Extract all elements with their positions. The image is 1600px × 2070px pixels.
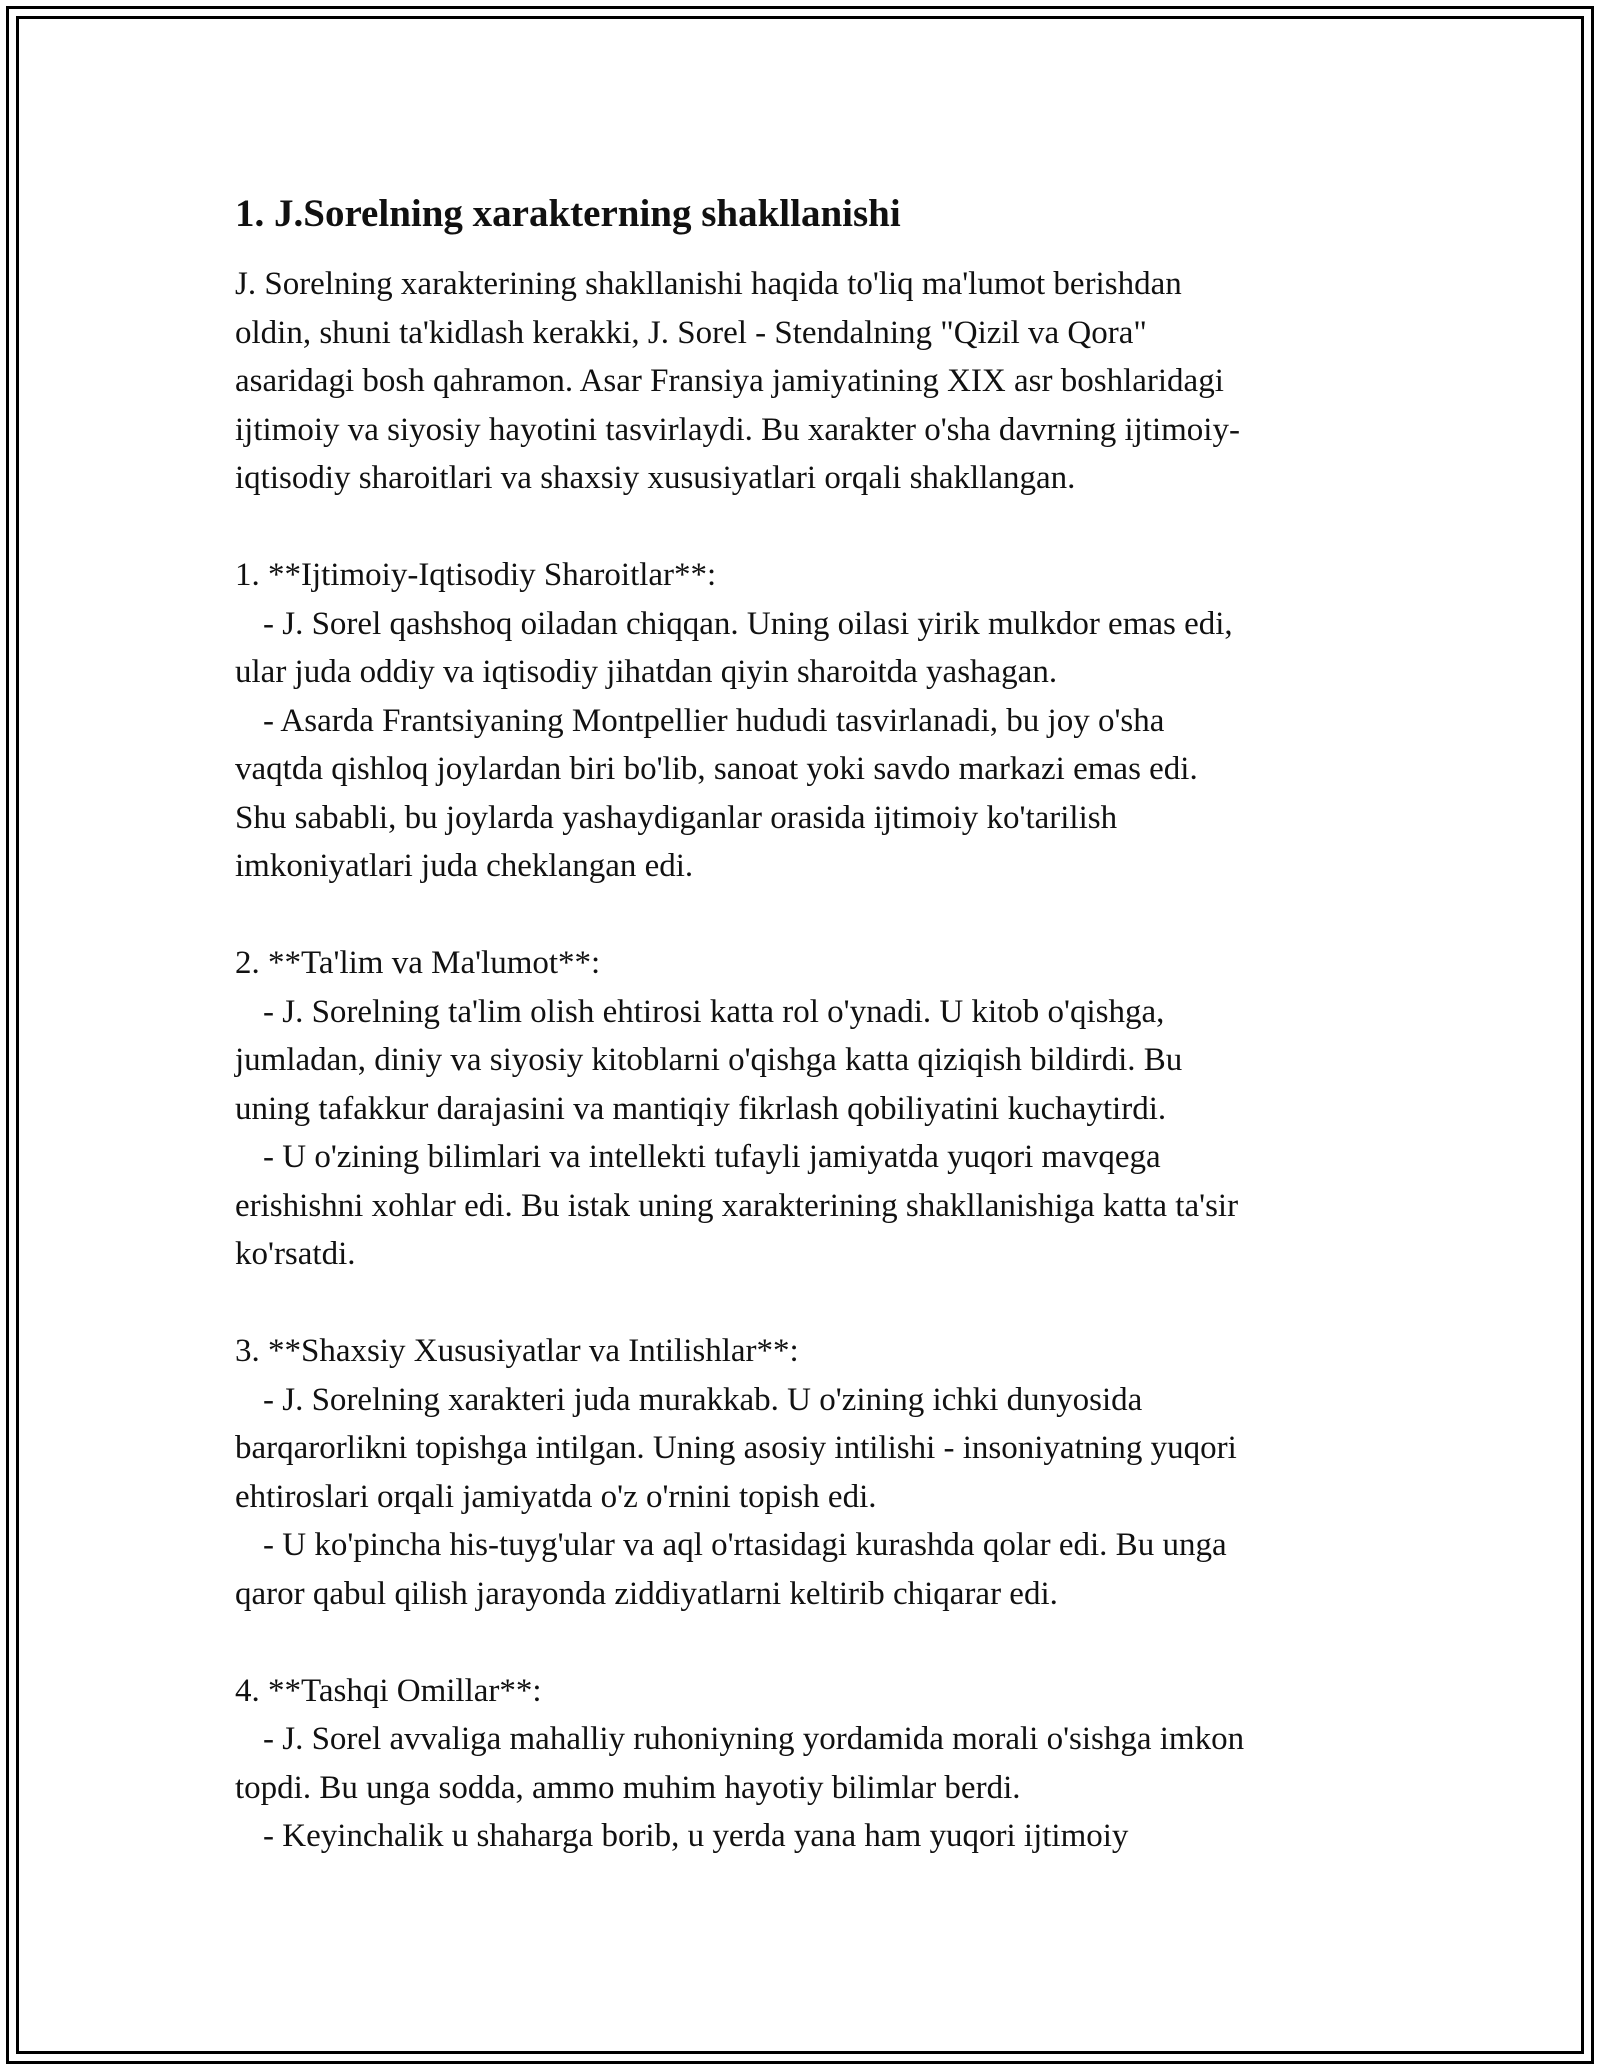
intro-line: asaridagi bosh qahramon. Asar Fransiya jamiyatining XIX asr boshlaridagi [235,363,1224,399]
section-spacer [235,891,1365,940]
intro-paragraph [235,260,1365,503]
intro-line: iqtisodiy sharoitlari va shaxsiy xususiyatlari orqali shakllangan. [235,460,1076,496]
continuation-line: ehtiroslari orqali jamiyatda o'z o'rnini topish edi. [235,1478,877,1515]
document-title: 1. J.Sorelning xarakterning shakllanishi [235,192,901,235]
bullet-line: - J. Sorel qashshoq oiladan chiqqan. Uning oilasi yirik mulkdor emas edi, [263,605,1233,642]
continuation-line: jumladan, diniy va siyosiy kitoblarni o'qishga katta qiziqish bildirdi. Bu [235,1042,1183,1078]
bullet-line: - U ko'pincha his-tuyg'ular va aql o'rtasidagi kurashda qolar edi. Bu unga [263,1527,1227,1563]
intro-line: ijtimoiy va siyosiy hayotini tasvirlaydi. Bu xarakter o'sha davrning ijtimoiy- [235,411,1240,448]
continuation-line: topdi. Bu unga sodda, ammo muhim hayotiy bilimlar berdi. [235,1769,1021,1806]
continuation-line: ko'rsatdi. [235,1236,356,1272]
bullet-line: - J. Sorelning ta'lim olish ehtirosi katta rol o'ynadi. U kitob o'qishga, [263,993,1165,1030]
bullet-line: - J. Sorel avvaliga mahalliy ruhoniyning yordamida morali o'sishga imkon [263,1721,1245,1757]
section-heading: 1. **Ijtimoiy-Iqtisodiy Sharoitlar**: [235,557,717,593]
section-heading: 3. **Shaxsiy Xususiyatlar va Intilishlar**: [235,1333,799,1369]
section-heading: 2. **Ta'lim va Ma'lumot**: [235,945,601,981]
section-heading: 4. **Tashqi Omillar**: [235,1672,542,1709]
continuation-line: ular juda oddiy va iqtisodiy jihatdan qiyin sharoitda yashagan. [235,654,1058,690]
continuation-line: qaror qabul qilish jarayonda ziddiyatlarni keltirib chiqarar edi. [235,1575,1058,1612]
continuation-line: vaqtda qishloq joylardan biri bo'lib, sanoat yoki savdo markazi emas edi. [235,751,1198,787]
section-spacer [235,1279,1365,1328]
continuation-line: barqarorlikni topishga intilgan. Uning asosiy intilishi - insoniyatning yuqori [235,1430,1237,1466]
section-spacer [235,503,1365,552]
continuation-line: imkoniyatlari juda cheklangan edi. [235,848,694,884]
document-body [235,188,1365,1861]
sections-container [235,503,1365,1861]
bullet-line: - J. Sorelning xarakteri juda murakkab. U o'zining ichki dunyosida [263,1381,1143,1418]
continuation-line: uning tafakkur darajasini va mantiqiy fikrlash qobiliyatini kuchaytirdi. [235,1090,1167,1127]
intro-line: oldin, shuni ta'kidlash kerakki, J. Sorel - Stendalning "Qizil va Qora" [235,314,1147,351]
continuation-line: Shu sababli, bu joylarda yashaydiganlar orasida ijtimoiy ko'tarilish [235,799,1118,836]
bullet-line: - Keyinchalik u shaharga borib, u yerda yana ham yuqori ijtimoiy [263,1818,1129,1854]
continuation-line: erishishni xohlar edi. Bu istak uning xarakterining shakllanishiga katta ta'sir [235,1187,1239,1224]
bullet-line: - Asarda Frantsiyaning Montpellier hududi tasvirlanadi, bu joy o'sha [263,702,1165,739]
intro-line: J. Sorelning xarakterining shakllanishi haqida to'liq ma'lumot berishdan [235,266,1182,302]
bullet-line: - U o'zining bilimlari va intellekti tufayli jamiyatda yuqori mavqega [263,1139,1161,1175]
section-spacer [235,1618,1365,1667]
